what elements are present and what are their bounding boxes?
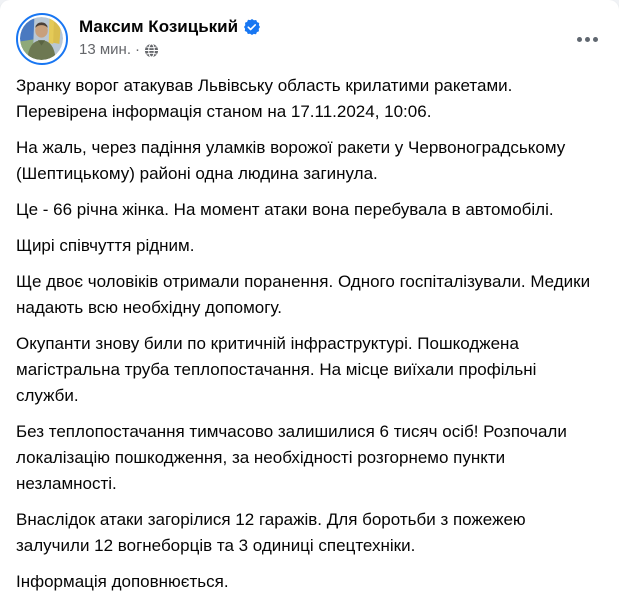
avatar[interactable] [16,13,68,65]
post-header [0,0,619,69]
post-meta [79,41,603,59]
post-paragraph: Ще двоє чоловіків отримали поранення. Одного госпіталізували. Медики надають всю необхідну допомогу. [16,272,591,317]
post-text [0,69,619,609]
post-paragraph: Щирі співчуття рідним. [16,236,195,255]
post-paragraph: Окупанти знову били по критичній інфраструктурі. Пошкоджена магістральна труба теплопостачання. На місце виїхали профільні служби. [16,334,537,405]
globe-icon [144,43,159,58]
post-paragraph: На жаль, через падіння уламків ворожої ракети у Червоноградському (Шептицькому) районі одна людина загинула. [16,138,566,183]
post-paragraph: Зранку ворог атакував Львівську область крилатими ракетами. Перевірена інформація станом на 17.11.2024, 10:06. [16,76,513,121]
post-header-info [79,13,603,59]
author-name[interactable]: Максим Козицький [79,17,239,36]
post-timestamp[interactable]: 13 мин. [79,41,131,58]
post-paragraph: Це - 66 річна жінка. На момент атаки вона перебувала в автомобілі. [16,200,554,219]
verified-badge-icon [244,19,260,35]
author-name-row [79,16,603,37]
post-paragraph: Без теплопостачання тимчасово залишилися 6 тисяч осіб! Розпочали локалізацію пошкодження, за необхідності розгорнемо пункти незламності. [16,422,567,493]
post-paragraph: Внаслідок атаки загорілися 12 гаражів. Для боротьби з пожежею залучили 12 вогнеборців та 3 одиниці спецтехніки. [16,510,526,555]
post-paragraph: Інформація доповнюється. [16,572,229,591]
post-options-button[interactable] [571,23,603,55]
ellipsis-icon [577,37,598,42]
meta-separator: · [135,41,140,58]
avatar-photo-icon [20,17,63,60]
